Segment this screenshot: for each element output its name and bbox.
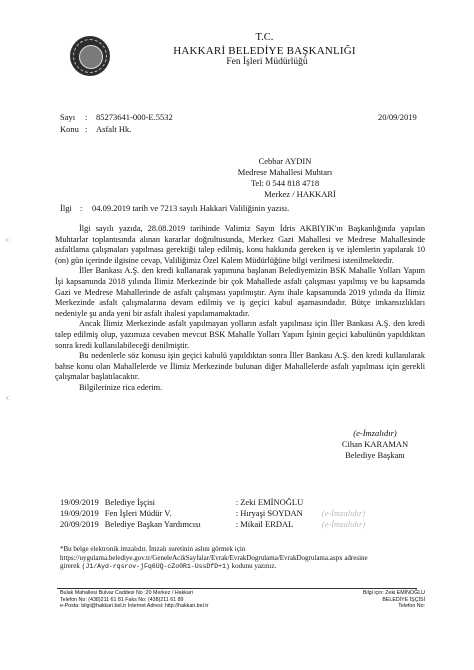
footer-info-phone: Telefon No:: [398, 603, 425, 610]
footer-email-web[interactable]: e-Posta: bilgi@hakkari.bel.tr İnternet Adresi: http://hakkari.bel.tr: [60, 603, 209, 610]
header-institution: HAKKARİ BELEDİYE BAŞKANLIĞI: [173, 45, 356, 57]
approval-table: [60, 497, 371, 530]
approval-role: Belediye Başkan Yardımcısı: [104, 519, 201, 529]
footer-info: [335, 590, 425, 610]
verification-note: [60, 545, 440, 572]
approval-row: [60, 508, 371, 519]
footer-info-name: Bilgi için: Zeki EMİNOĞLU: [362, 590, 425, 596]
recipient-location: Merkez / HAKKARİ: [264, 189, 336, 199]
approval-date: 19/09/2019: [60, 508, 99, 518]
punch-mark: [6, 238, 17, 242]
recipient-phone: Tel: 0 544 818 4718: [250, 178, 320, 188]
note-line: [60, 562, 440, 572]
e-signature-note: (e-İmzalıdır): [353, 428, 397, 438]
konu-value: Asfalt Hk.: [96, 124, 132, 134]
footer-phone: Telefon No: (438)211 61 81 Faks No: (438)211 61 89: [60, 596, 184, 603]
header-country: T.C.: [255, 32, 274, 43]
sayi-label: Sayı: [60, 112, 76, 122]
footer-contact: [60, 590, 208, 610]
approval-note: (e-İmzalıdır): [321, 508, 366, 518]
recipient-title: Medrese Mahallesi Muhtarı: [237, 167, 333, 177]
approval-name: : Mikail ERDAL: [235, 519, 294, 529]
konu-colon: :: [85, 124, 88, 134]
sayi-colon: :: [85, 112, 88, 122]
body-paragraph: Bilgilerinize rica ederim.: [79, 382, 163, 392]
approval-row: [60, 519, 371, 530]
recipient-block: [210, 156, 360, 200]
approval-row: [60, 497, 371, 508]
approval-role: Belediye İşçisi: [104, 497, 156, 507]
signatory-name: Cihan KARAMAN: [341, 439, 409, 449]
letter-body: [55, 224, 425, 394]
footer-address: Bulak Mahallesi Bulvar Caddesi No :20 Merkez / Hakkari: [60, 590, 193, 596]
approval-note: (e-İmzalıdır): [321, 519, 366, 529]
approval-name: : Hıryaşi SOYDAN: [235, 508, 303, 518]
ilgi-label: İlgi: [60, 203, 72, 213]
header-department: Fen İşleri Müdürlüğü: [226, 57, 308, 67]
footer-divider: [57, 588, 417, 589]
ilgi-value: 04.09.2019 tarih ve 7213 sayılı Hakkari Valiliğinin yazısı.: [92, 203, 290, 213]
ilgi-colon: :: [80, 203, 83, 213]
approval-date: 19/09/2019: [60, 497, 99, 507]
body-paragraph: İller Bankası A.Ş. den kredi kullanarak yapımına başlanan Belediyemizin BSK Mahalle Yolları Yapım İşi kapsamında 2018 yılında İlimiz Merkezinde bir çok Mahallede asfalt çalışması yapılmış ve bu kapsamda Gazi ve Medrese Mahallerinde de asfalt çalışması yapılmıştır. Aynı ihale kapsamında 2019 yılında da İlimiz Merkezinde asfalt çalışmalarına devam edilmiş ve iş geçici kabul aşamasındadır. Bütçe imkansızlıkları nedeniyle şu anda yeni bir asfalt ihalesi yapılamamaktadır.: [55, 266, 425, 318]
signatory-title: Belediye Başkanı: [345, 450, 405, 460]
approval-name: : Zeki EMİNOĞLU: [235, 497, 304, 507]
approval-role: Fen İşleri Müdür V.: [104, 508, 172, 518]
signature-block: [300, 428, 450, 461]
verification-code: (J1/Ayd-rqsrov-jFq6UQ-cZo0R1-UssDfD+1): [81, 563, 230, 571]
approval-note: [322, 497, 371, 508]
footer-info-title: BELEDİYE İŞÇİSİ: [382, 596, 425, 603]
verification-url[interactable]: https://uygulama.belediye.gov.tr/GeneleAcikSayfalar/Evrak/EvrakDogrulama/EvrakDogrulama.aspx adresine: [60, 553, 368, 562]
note-prefix: girerek: [60, 562, 80, 571]
konu-label: Konu: [60, 124, 79, 134]
body-paragraph: Bu nedenlerle söz konusu işin geçici kabulü yapıldıktan sonra İller Bankası A.Ş. den kredi kullanılarak bahse konu olan Mahallelerde ve İlimiz Merkezinde bulunan diğer Mahallelerde asfalt yapılması için gerekli çalışmalar başlatılacaktır.: [55, 351, 425, 382]
approval-date: 20/09/2019: [60, 519, 99, 529]
note-suffix: kodunu yazınız.: [231, 562, 277, 571]
body-paragraph: Ancak İlimiz Merkezinde asfalt yapılmayan yolların asfalt yapılması için İller Bankası A.Ş. den kredi talep edilmiş olup, yazımıza cevaben mevcut BSK Mahalle Yolları Yapım İşinin geçici kabulünün yapıldıktan sonra kredi kullanılabileceği denilmiştir.: [55, 319, 425, 350]
recipient-name: Cebbar AYDIN: [258, 156, 312, 166]
note-line: *Bu belge elektronik imzalıdır. İmzalı suretinin aslını görmek için: [60, 545, 246, 553]
document-date: 20/09/2019: [378, 112, 417, 122]
sayi-value: 85273641-000-E.5532: [96, 112, 173, 122]
body-paragraph: İlgi sayılı yazıda, 28.08.2019 tarihinde Valimiz Sayın İdris AKBIYIK'ın Başkanlığında yapılan Muhtarlar toplantısında alınan kararlar doğrultusunda, Merkez Gazi Mahallesi ve Medrese Mahallesinde asfaltlama çalışmaları yapılması gerektiği talep edilmiş, konu hakkında gereken iş ve işlemlerin yapılarak 10 (on) gün içerinde ilgisine cevap, Valiliğimiz Özel Kalem Müdürlüğüne bilgi verilmesi istenilmektedir.: [55, 224, 425, 265]
punch-mark: [6, 396, 17, 400]
